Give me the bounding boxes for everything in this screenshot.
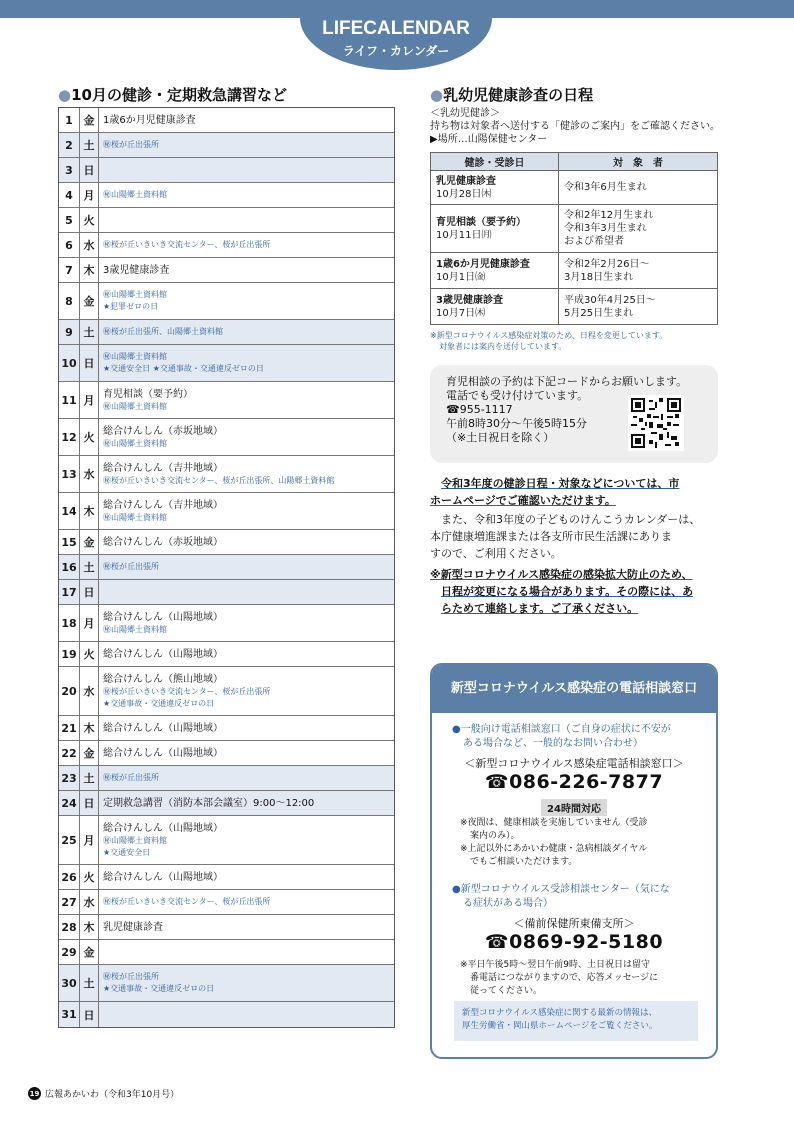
calendar-events <box>99 283 394 319</box>
bullet-icon: ● <box>430 86 444 104</box>
infant-exam-cell <box>431 205 559 253</box>
calendar-day: 17 <box>59 580 80 604</box>
calendar-weekday: 月 <box>80 816 99 864</box>
calendar-day: 26 <box>59 865 80 889</box>
calendar-weekday: 月 <box>80 605 99 641</box>
event-sub: ㊙桜が丘いきいき交流センター、桜が丘出張所 <box>103 240 271 249</box>
calendar-weekday: 日 <box>80 158 99 182</box>
calendar-weekday: 火 <box>80 208 99 232</box>
event-sub: ★交通事故・交通違反ゼロの日 <box>103 698 215 708</box>
calendar-row <box>59 890 394 915</box>
calendar-weekday: 水 <box>80 667 99 715</box>
calendar-day: 3 <box>59 158 80 182</box>
calendar-events <box>99 580 394 604</box>
covid-consultation-box <box>430 663 718 1059</box>
calendar-weekday: 土 <box>80 965 99 1001</box>
calendar-row <box>59 456 394 493</box>
para-line: 日程が変更になる場合があります。その際には、あ <box>441 585 694 598</box>
target-line: 令和2年12月生まれ <box>564 210 654 221</box>
para-line: 本庁健康増進課または各支所市民生活課にありま <box>430 530 672 543</box>
intro-line: ＜乳幼児健診＞ <box>430 108 500 119</box>
calendar-weekday: 日 <box>80 580 99 604</box>
exam-name: 1歳6か月児健康診査 <box>436 258 530 270</box>
calendar-row <box>59 766 394 791</box>
calendar-row <box>59 208 394 233</box>
left-title-text: 10月の健診・定期救急講習など <box>71 86 287 104</box>
calendar-events <box>99 741 394 765</box>
event-main: 総合けんしん（山陽地域） <box>103 722 223 734</box>
calendar-weekday: 月 <box>80 382 99 418</box>
calendar-row <box>59 493 394 530</box>
note-line: 案内のみ）。 <box>470 831 520 841</box>
calendar-table <box>58 107 395 1028</box>
target-line: 令和2年2月26日～ <box>564 258 650 270</box>
event-main: 総合けんしん（赤坂地域） <box>103 425 223 437</box>
exam-name: 3歳児健康診査 <box>436 294 503 306</box>
calendar-day: 9 <box>59 320 80 344</box>
calendar-weekday: 日 <box>80 1002 99 1027</box>
calendar-events <box>99 1002 394 1027</box>
calendar-row <box>59 158 394 183</box>
calendar-events <box>99 865 394 889</box>
badge-wrap <box>432 797 716 816</box>
calendar-day: 18 <box>59 605 80 641</box>
calendar-row <box>59 320 394 345</box>
calendar-weekday: 金 <box>80 108 99 132</box>
infant-target-cell <box>559 253 718 289</box>
reserve-line: （※土日祝日を除く） <box>446 431 555 444</box>
calendar-day: 23 <box>59 766 80 790</box>
infant-exam-cell <box>431 289 559 325</box>
calendar-events <box>99 890 394 914</box>
event-sub: ㊙山陽郷土資料館 <box>103 835 167 845</box>
event-main: 総合けんしん（山陽地域） <box>103 822 223 834</box>
infant-row <box>431 289 718 325</box>
calendar-day: 1 <box>59 108 80 132</box>
note-line: 対象者には案内を送付しています。 <box>439 342 567 351</box>
covid-sub-general: ＜新型コロナウイルス感染症電話相談窓口＞ <box>464 757 684 770</box>
calendar-weekday: 土 <box>80 320 99 344</box>
covid-box-title: 新型コロナウイルス感染症の電話相談窓口 <box>432 665 716 713</box>
calendar-events <box>99 183 394 207</box>
calendar-day: 13 <box>59 456 80 492</box>
reserve-line: 電話でも受け付けています。 <box>446 389 589 402</box>
event-sub: ㊙山陽郷土資料館 <box>103 438 167 448</box>
calendar-day: 28 <box>59 915 80 939</box>
lead-line: ある場合など、一般的なお問い合わせ） <box>463 738 643 749</box>
calendar-events <box>99 493 394 529</box>
calendar-day: 14 <box>59 493 80 529</box>
page-number: 19 <box>28 1087 41 1100</box>
event-sub: ㊙桜が丘出張所 <box>103 773 159 782</box>
calendar-events <box>99 915 394 939</box>
event-sub: ㊙桜が丘出張所 <box>103 972 159 981</box>
para-line: らためて連絡します。ご了承ください。 <box>441 602 639 615</box>
infant-header-target: 対 象 者 <box>559 153 718 171</box>
note-line: ※上記以外にあかいわ健康・急病相談ダイヤル <box>460 844 648 854</box>
infant-exam-cell <box>431 253 559 289</box>
paragraph-calendar <box>430 511 722 562</box>
covid-footer-note <box>454 1001 698 1041</box>
calendar-day: 19 <box>59 642 80 666</box>
calendar-weekday: 木 <box>80 258 99 282</box>
calendar-weekday: 火 <box>80 865 99 889</box>
event-sub: ★交通事故・交通違反ゼロの日 <box>103 984 215 993</box>
infant-target-cell <box>559 205 718 253</box>
calendar-weekday: 木 <box>80 716 99 740</box>
infant-row <box>431 253 718 289</box>
calendar-day: 30 <box>59 965 80 1001</box>
target-line: および希望者 <box>564 236 624 247</box>
event-main: 1歳6か月児健康診査 <box>103 114 196 126</box>
event-sub: ㊙山陽郷土資料館 <box>103 190 167 199</box>
note-line: ※新型コロナウイルス感染症対策のため、日程を変更しています。 <box>430 331 668 340</box>
lead-line: ●一般向け電話相談窓口（ご自身の症状に不安が <box>452 724 671 735</box>
exam-date: 10月28日㈭ <box>436 188 492 200</box>
calendar-day: 27 <box>59 890 80 914</box>
event-sub: ㊙桜が丘出張所 <box>103 562 159 571</box>
event-main: 総合けんしん（山陽地域） <box>103 871 223 883</box>
target-line: 5月25日生まれ <box>564 307 634 319</box>
calendar-row <box>59 716 394 741</box>
calendar-weekday: 月 <box>80 183 99 207</box>
calendar-weekday: 金 <box>80 530 99 554</box>
event-sub: ㊙桜が丘出張所、山陽郷土資料館 <box>103 327 223 336</box>
left-section-title <box>58 84 287 105</box>
calendar-events <box>99 605 394 641</box>
note-line: ※夜間は、健康相談を実施していません（受診 <box>460 818 648 828</box>
calendar-events <box>99 816 394 864</box>
footer-publication: 広報あかいわ（令和3年10月号） <box>45 1090 180 1100</box>
target-line: 令和3年3月生まれ <box>564 223 647 234</box>
event-sub: ㊙桜が丘いきいき交流センター、桜が丘出張所 <box>103 686 271 696</box>
reserve-line: 育児相談の予約は下記コードからお願いします。 <box>446 375 688 388</box>
para-line: ホームページでご確認いただけます。 <box>430 494 616 507</box>
calendar-day: 4 <box>59 183 80 207</box>
exam-name: 育児相談（要予約） <box>436 216 526 228</box>
calendar-events <box>99 382 394 418</box>
covid-phone-center[interactable]: ☎0869-92-5180 <box>484 931 664 953</box>
infant-header-date: 健診・受診日 <box>431 153 559 171</box>
exam-name: 乳児健康診査 <box>436 175 496 187</box>
calendar-row <box>59 965 394 1002</box>
note-line: ※平日午後5時～翌日午前9時、土日祝日は留守 <box>460 960 650 970</box>
event-sub: ㊙桜が丘いきいき交流センター、桜が丘出張所、山陽郷土資料館 <box>103 475 335 485</box>
event-main: 総合けんしん（山陽地域） <box>103 648 223 660</box>
calendar-weekday: 金 <box>80 940 99 964</box>
calendar-row <box>59 580 394 605</box>
calendar-day: 7 <box>59 258 80 282</box>
header-title: LIFECALENDAR <box>322 18 470 39</box>
infant-row <box>431 171 718 205</box>
calendar-weekday: 土 <box>80 133 99 157</box>
calendar-day: 15 <box>59 530 80 554</box>
calendar-weekday: 日 <box>80 791 99 815</box>
calendar-row <box>59 530 394 555</box>
covid-notes-center <box>460 959 658 998</box>
calendar-row <box>59 382 394 419</box>
calendar-row <box>59 133 394 158</box>
covid-lead-general <box>452 723 671 751</box>
lead-line: ●新型コロナウイルス受診相談センター（気にな <box>452 884 670 895</box>
calendar-day: 31 <box>59 1002 80 1027</box>
calendar-events <box>99 716 394 740</box>
calendar-row <box>59 741 394 766</box>
infant-table <box>430 152 718 325</box>
calendar-day: 16 <box>59 555 80 579</box>
calendar-weekday: 土 <box>80 555 99 579</box>
calendar-weekday: 火 <box>80 642 99 666</box>
calendar-weekday: 水 <box>80 890 99 914</box>
calendar-day: 6 <box>59 233 80 257</box>
paragraph-homepage <box>430 475 722 509</box>
calendar-day: 2 <box>59 133 80 157</box>
calendar-events <box>99 158 394 182</box>
calendar-events <box>99 345 394 381</box>
calendar-events <box>99 456 394 492</box>
event-sub: ㊙桜が丘いきいき交流センター、桜が丘出張所 <box>103 897 271 906</box>
calendar-day: 22 <box>59 741 80 765</box>
event-sub: ㊙山陽郷土資料館 <box>103 352 167 361</box>
calendar-weekday: 木 <box>80 915 99 939</box>
para-line: 令和3年度の健診日程・対象などについては、市 <box>441 477 680 490</box>
calendar-events <box>99 133 394 157</box>
covid-lead-center <box>452 883 670 911</box>
calendar-weekday: 土 <box>80 766 99 790</box>
calendar-events <box>99 320 394 344</box>
event-main: 総合けんしん（熊山地域） <box>103 673 223 685</box>
calendar-weekday: 日 <box>80 345 99 381</box>
event-main: 総合けんしん（山陽地域） <box>103 747 223 759</box>
calendar-row <box>59 258 394 283</box>
calendar-day: 12 <box>59 419 80 455</box>
calendar-events <box>99 555 394 579</box>
calendar-events <box>99 108 394 132</box>
infant-intro <box>430 107 720 146</box>
header-subtitle: ライフ・カレンダー <box>342 44 450 58</box>
calendar-events <box>99 233 394 257</box>
event-sub: ★交通安全日 ★交通事故・交通違反ゼロの日 <box>103 364 264 373</box>
event-main: 総合けんしん（吉井地域） <box>103 499 223 511</box>
bullet-icon: ● <box>58 86 72 104</box>
right-title-text: 乳幼児健康診査の日程 <box>443 86 594 104</box>
reserve-line: 午前8時30分～午後5時15分 <box>446 417 587 430</box>
calendar-row <box>59 642 394 667</box>
calendar-events <box>99 965 394 1001</box>
event-main: 総合けんしん（吉井地域） <box>103 462 223 474</box>
calendar-day: 29 <box>59 940 80 964</box>
calendar-day: 10 <box>59 345 80 381</box>
infant-row <box>431 205 718 253</box>
event-sub: ★犯罪ゼロの日 <box>103 302 159 311</box>
calendar-day: 21 <box>59 716 80 740</box>
calendar-row <box>59 1002 394 1027</box>
calendar-events <box>99 258 394 282</box>
calendar-row <box>59 865 394 890</box>
calendar-row <box>59 605 394 642</box>
page-footer <box>28 1087 179 1100</box>
calendar-day: 11 <box>59 382 80 418</box>
foot-line: 厚生労働省・岡山県ホームページをご覧ください。 <box>462 1021 658 1031</box>
event-main: 乳児健康診査 <box>103 921 163 933</box>
calendar-weekday: 水 <box>80 456 99 492</box>
calendar-row <box>59 667 394 716</box>
calendar-events <box>99 667 394 715</box>
covid-notes-general <box>460 817 648 869</box>
calendar-row <box>59 940 394 965</box>
calendar-row <box>59 233 394 258</box>
calendar-row <box>59 345 394 382</box>
infant-note <box>430 330 667 352</box>
event-sub: ㊙山陽郷土資料館 <box>103 401 167 411</box>
para-line: ※新型コロナウイルス感染症の感染拡大防止のため、 <box>430 568 693 581</box>
calendar-day: 5 <box>59 208 80 232</box>
calendar-weekday: 水 <box>80 233 99 257</box>
infant-target-cell <box>559 171 718 205</box>
calendar-weekday: 金 <box>80 741 99 765</box>
right-section-title <box>430 84 593 105</box>
calendar-day: 20 <box>59 667 80 715</box>
target-line: 平成30年4月25日～ <box>564 294 656 306</box>
infant-target-cell <box>559 289 718 325</box>
event-sub: ㊙山陽郷土資料館 <box>103 290 167 299</box>
calendar-events <box>99 530 394 554</box>
covid-sub-center: ＜備前保健所東備支所＞ <box>513 917 635 930</box>
calendar-day: 25 <box>59 816 80 864</box>
infant-exam-cell <box>431 171 559 205</box>
event-main: 総合けんしん（山陽地域） <box>103 611 223 623</box>
calendar-day: 8 <box>59 283 80 319</box>
calendar-weekday: 火 <box>80 419 99 455</box>
para-line: また、令和3年度の子どものけんこうカレンダーは、 <box>441 513 701 526</box>
intro-line: 持ち物は対象者へ送付する「健診のご案内」をご確認ください。 <box>430 121 720 132</box>
paragraph-covid-notice <box>430 566 722 617</box>
calendar-row <box>59 791 394 816</box>
event-main: 定期救急講習（消防本部会議室）9:00～12:00 <box>103 797 315 809</box>
exam-date: 10月7日㈭ <box>436 307 486 319</box>
calendar-weekday: 木 <box>80 493 99 529</box>
calendar-row <box>59 419 394 456</box>
calendar-row <box>59 108 394 133</box>
lead-line: る症状がある場合） <box>463 898 553 909</box>
calendar-row <box>59 816 394 865</box>
note-line: 従ってください。 <box>470 986 543 996</box>
calendar-events <box>99 642 394 666</box>
event-sub: ㊙山陽郷土資料館 <box>103 512 167 522</box>
calendar-row <box>59 183 394 208</box>
calendar-row <box>59 915 394 940</box>
note-line: 番電話につながりますので、応答メッセージに <box>470 973 659 983</box>
exam-date: 10月11日㈪ <box>436 229 492 241</box>
24h-badge: 24時間対応 <box>541 799 607 816</box>
qr-code-icon[interactable] <box>628 395 684 451</box>
target-line: 令和3年6月生まれ <box>564 182 647 193</box>
covid-phone-general[interactable]: ☎086-226-7877 <box>484 771 664 793</box>
calendar-events <box>99 940 394 964</box>
exam-date: 10月1日㈮ <box>436 271 486 283</box>
foot-line: 新型コロナウイルス感染症に関する最新の情報は、 <box>462 1008 657 1018</box>
note-line: でもご相談いただけます。 <box>470 857 578 867</box>
event-main: 育児相談（要予約） <box>103 388 193 400</box>
calendar-row <box>59 283 394 320</box>
event-main: 3歳児健康診査 <box>103 264 170 276</box>
event-sub: ㊙桜が丘出張所 <box>103 140 159 149</box>
reserve-phone: ☎955-1117 <box>446 403 513 416</box>
intro-line: ▶場所…山陽保健センター <box>430 134 548 145</box>
calendar-events <box>99 766 394 790</box>
event-sub: ★交通安全日 <box>103 847 151 857</box>
reservation-box <box>430 365 718 463</box>
calendar-events <box>99 208 394 232</box>
calendar-events <box>99 419 394 455</box>
target-line: 3月18日生まれ <box>564 271 634 283</box>
calendar-row <box>59 555 394 580</box>
calendar-events <box>99 791 394 815</box>
calendar-weekday: 金 <box>80 283 99 319</box>
event-main: 総合けんしん（赤坂地域） <box>103 536 223 548</box>
event-sub: ㊙山陽郷土資料館 <box>103 624 167 634</box>
calendar-day: 24 <box>59 791 80 815</box>
para-line: すので、ご利用ください。 <box>430 547 562 560</box>
header-tab <box>300 0 492 70</box>
